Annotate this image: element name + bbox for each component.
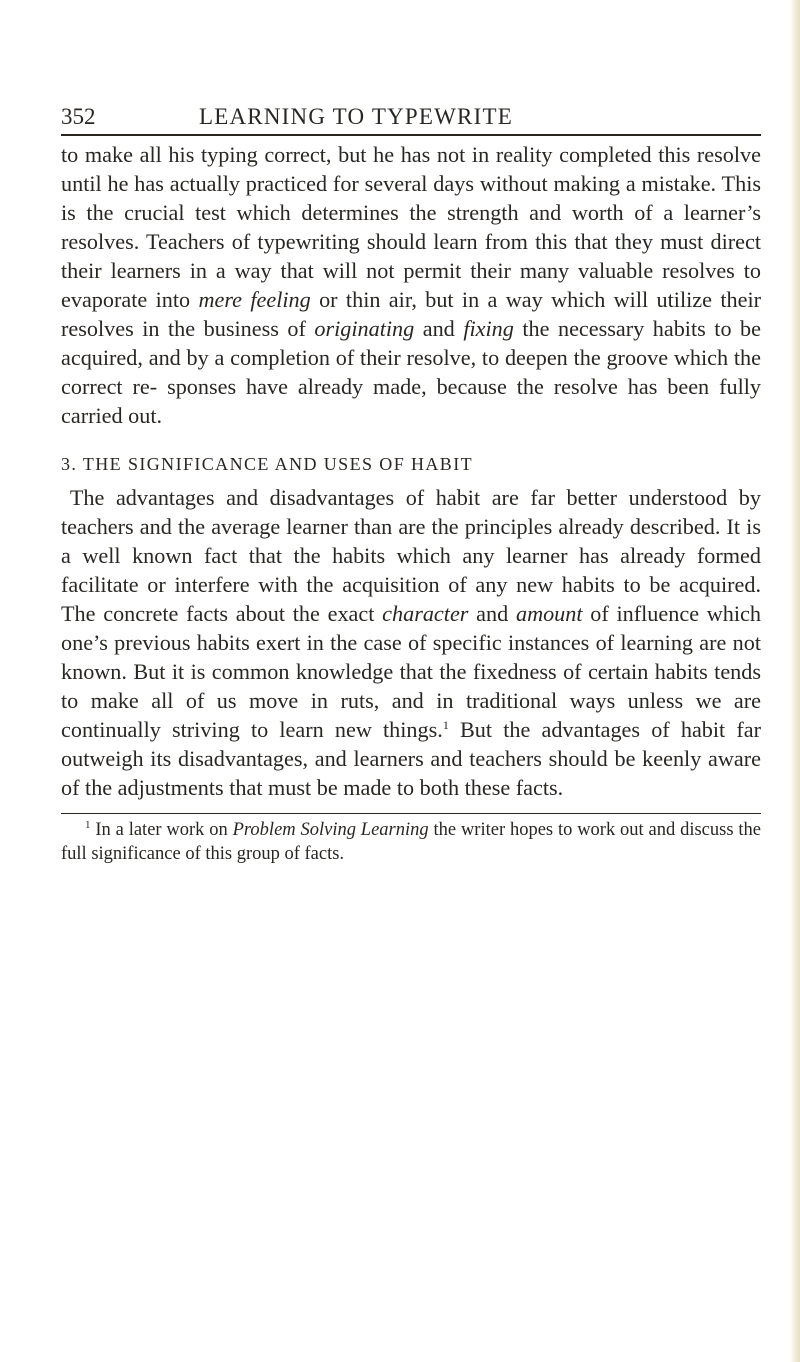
italic-run: fixing bbox=[463, 316, 514, 341]
text-run: But the advantages of habit far outweigh its disadvantages, and learners and teachers should be keenly aware of the adjustments that must be made to both these facts. bbox=[61, 717, 762, 800]
paragraph-1 bbox=[61, 140, 761, 430]
running-title: LEARNING TO TYPEWRITE bbox=[199, 104, 513, 129]
italic-run: originating bbox=[314, 316, 415, 341]
italic-run: character bbox=[382, 601, 469, 626]
text-run: to make all his typing correct, but he has not in reality completed this resolve until he has actually practiced for several days without making a mistake. This is the crucial test which determines the strength and worth of a learner’s resolves. Teachers of typewriting should learn from this that they must direct their learners in a way that will not permit their many valuable resolves to evaporate into bbox=[61, 142, 761, 312]
page-edge bbox=[790, 0, 800, 1362]
text-run: and bbox=[468, 601, 516, 626]
italic-run: amount bbox=[515, 601, 583, 626]
footnote-reference[interactable]: 1 bbox=[442, 718, 449, 732]
text-run: the necessary habits to be acquired, and by a completion of their resolve, to deepen the groove which the correct re- sponses have already made, because the resolve has been fully carried out. bbox=[61, 316, 761, 428]
text-run: or thin air, but in a way which will utilize their resolves in the business of bbox=[61, 287, 762, 341]
text-run: and bbox=[414, 316, 464, 341]
running-header bbox=[61, 104, 761, 136]
text-run: of influence which one’s previous habits exert in the case of specific instances of learning are not known. But it is common knowledge that the fixedness of certain habits tends to make all of us move in ruts, and in traditional ways unless we are continually striving to learn new things. bbox=[61, 601, 762, 742]
text-run: the writer hopes to work out and discuss the full significance of this group of facts. bbox=[61, 820, 761, 864]
paragraph-2 bbox=[61, 483, 761, 802]
italic-run: Problem Solving Learning bbox=[232, 820, 429, 840]
footnote-marker: 1 bbox=[85, 819, 91, 831]
footnote-rule bbox=[61, 813, 761, 814]
footnote bbox=[61, 818, 761, 866]
section-heading: 3. THE SIGNIFICANCE AND USES OF HABIT bbox=[61, 454, 473, 474]
page-number: 352 bbox=[61, 104, 96, 129]
text-run: The advantages and disadvantages of habit are far better understood by teachers and the average learner than are the principles already described. It is a well known fact that the habits which any learner has already formed facilitate or interfere with the acquisition of any new habits to be acquired. The concrete facts about the exact bbox=[61, 485, 761, 626]
body-text bbox=[61, 140, 761, 866]
italic-run: mere feeling bbox=[198, 287, 311, 312]
text-run: In a later work on bbox=[90, 820, 233, 840]
